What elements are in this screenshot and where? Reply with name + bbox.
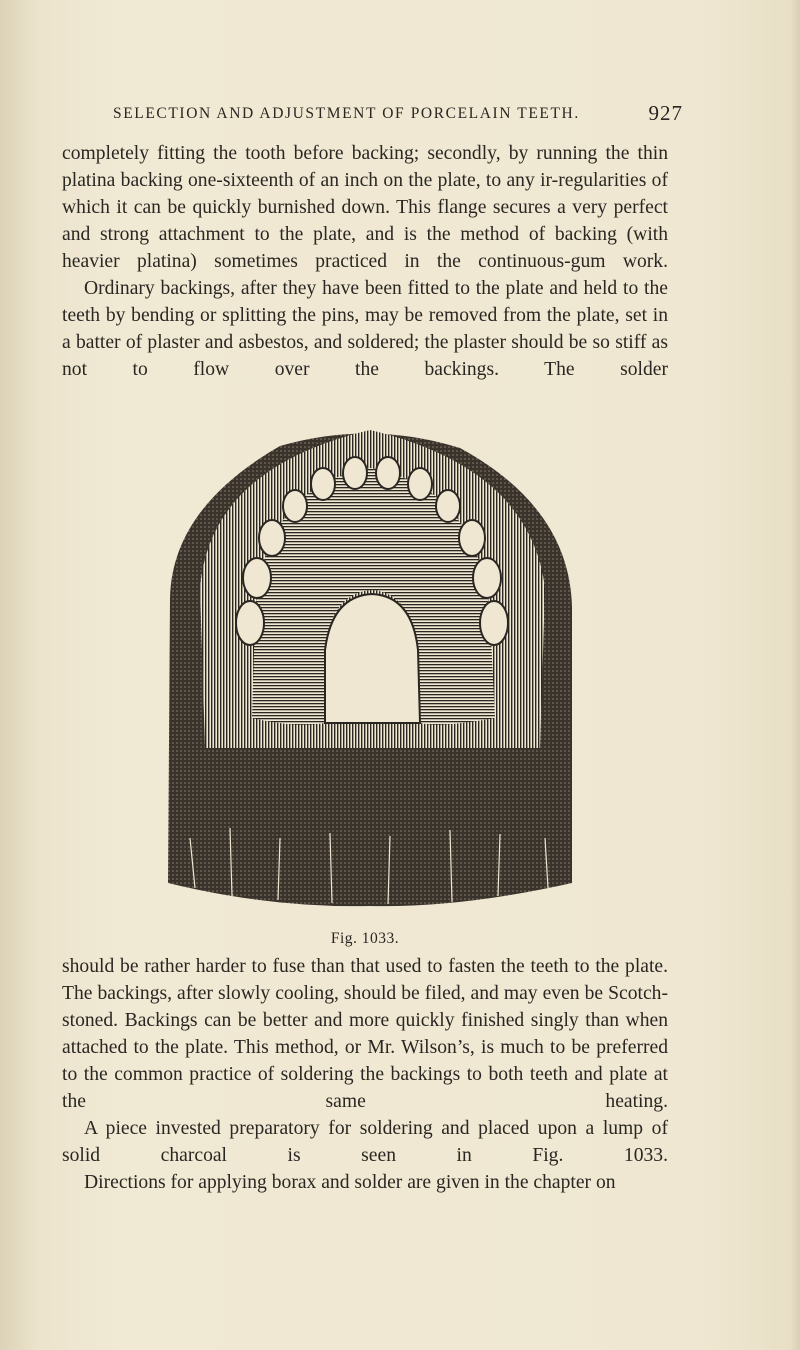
paragraph: Ordinary backings, after they have been fitted to the plate and held to the teeth by bending or splitting the pins, may be removed from the plate, set in a batter of plaster and asbestos, and soldered; the plaster should be so stiff as not to flow over the backings. The solder [62, 278, 668, 380]
paragraph: A piece invested preparatory for soldering and placed upon a lump of solid charcoal is seen in Fig. 1033. [62, 1118, 668, 1166]
figure-illustration [160, 418, 585, 928]
running-header [113, 101, 683, 125]
text-block-bottom [62, 953, 668, 1196]
page-number: 927 [648, 101, 683, 125]
paragraph: Directions for applying borax and solder are given in the chapter on [84, 1172, 616, 1193]
figure-caption: Fig. 1033. [330, 930, 400, 947]
paragraph: completely fitting the tooth before backing; secondly, by running the thin platina backing one-sixteenth of an inch on the plate, to any ir-regularities of which it can be quickly burnished down. This flange secures a very perfect and strong attachment to the plate, and is the method of backing (with heavier platina) sometimes practiced in the continuous-gum work. [62, 143, 668, 272]
palate-hollow [325, 594, 420, 723]
running-title: SELECTION AND ADJUSTMENT OF PORCELAIN TEETH. [113, 105, 580, 122]
paragraph: should be rather harder to fuse than that used to fasten the teeth to the plate. The backings, after slowly cooling, should be filed, and may even be Scotch-stoned. Backings can be better and more quickly finished singly than when attached to the plate. This method, or Mr. Wilson’s, is much to be preferred to the common practice of soldering the backings to both teeth and plate at the same heating. [62, 956, 668, 1112]
text-block-top [62, 140, 668, 383]
